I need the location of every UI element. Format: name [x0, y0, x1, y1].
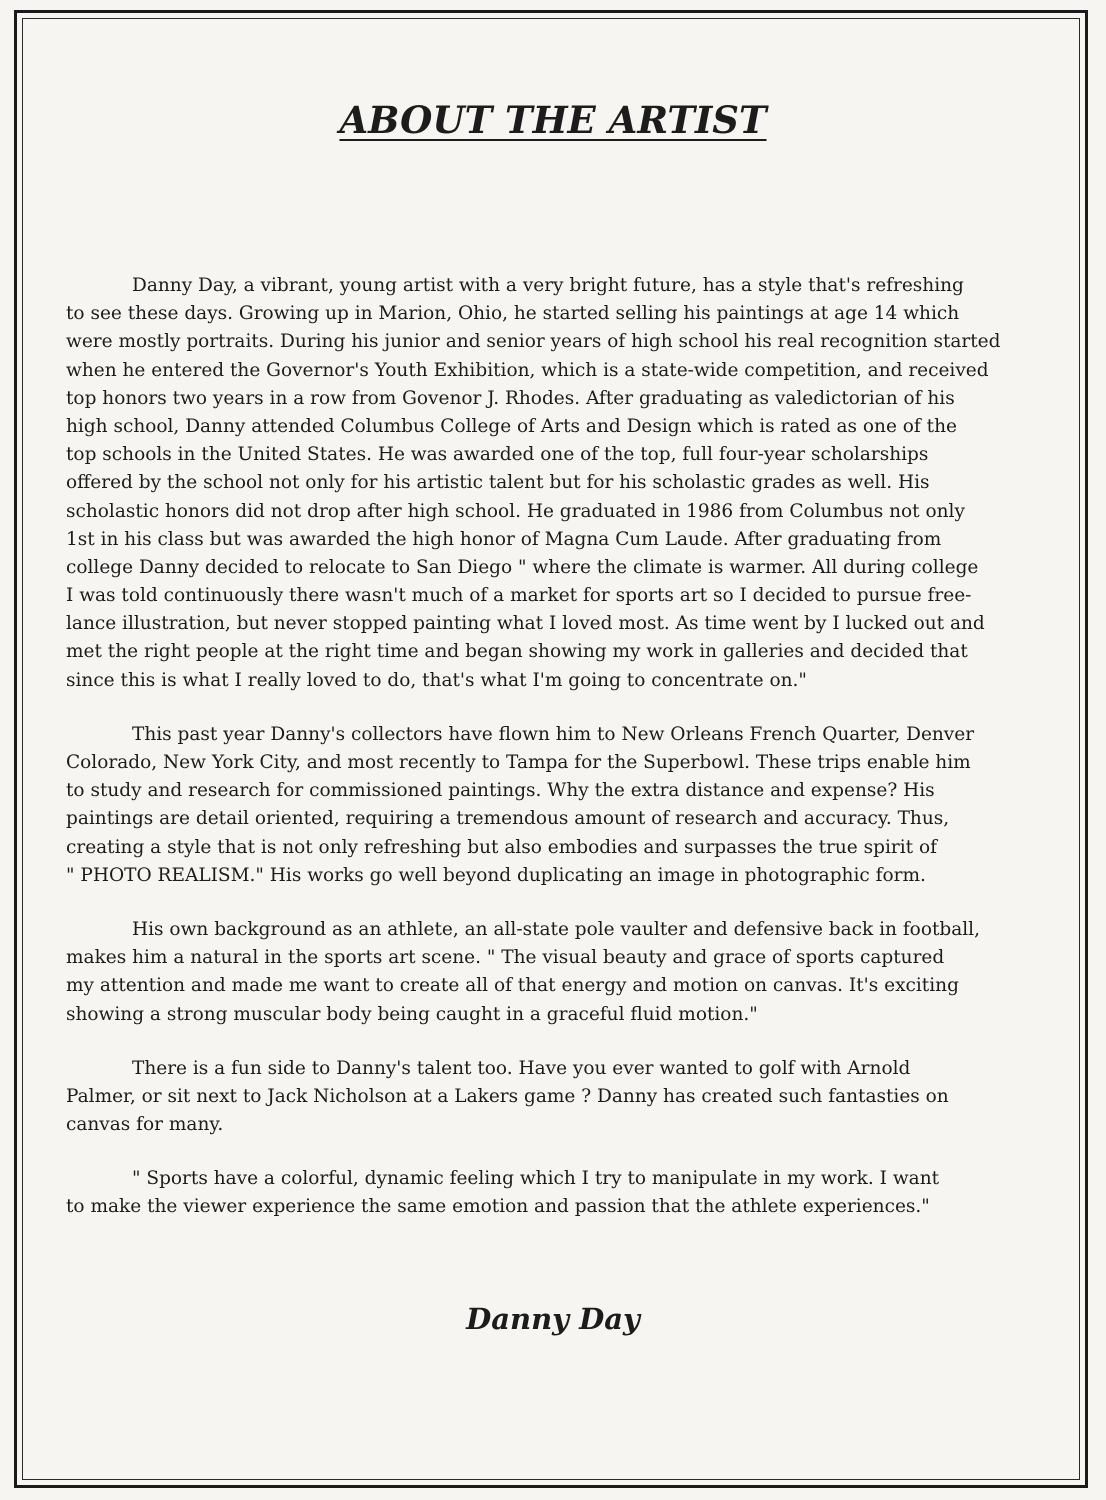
page-title: ABOUT THE ARTIST: [339, 98, 767, 142]
paragraph-line: top schools in the United States. He was awarded one of the top, full four-year scholarships: [66, 444, 929, 466]
paragraph-line: Palmer, or sit next to Jack Nicholson at a Lakers game ? Danny has created such fantasties on: [66, 1085, 949, 1107]
paragraph-gap: [66, 1139, 1044, 1165]
signature: Danny Day: [466, 1302, 640, 1336]
paragraph-line: canvas for many.: [66, 1114, 224, 1136]
paragraph: [66, 1055, 1044, 1140]
paragraph-line: my attention and made me want to create all of that energy and motion on canvas. It's exciting: [66, 975, 959, 997]
paragraph-line: showing a strong muscular body being caught in a graceful fluid motion.": [66, 1003, 758, 1025]
paragraph-line: makes him a natural in the sports art scene. " The visual beauty and grace of sports captured: [66, 947, 945, 969]
paragraph-gap: [66, 1029, 1044, 1055]
paragraph-line: offered by the school not only for his artistic talent but for his scholastic grades as well. His: [66, 472, 930, 494]
paragraph-line: college Danny decided to relocate to San Diego " where the climate is warmer. All during college: [66, 556, 979, 578]
paragraph-line: met the right people at the right time and began showing my work in galleries and decided that: [66, 641, 968, 663]
paragraph-line: high school, Danny attended Columbus College of Arts and Design which is rated as one of the: [66, 415, 957, 437]
paragraph: [66, 916, 1044, 1029]
paragraph-line: lance illustration, but never stopped painting what I loved most. As time went by I lucked out and: [66, 613, 985, 635]
paragraph-line: I was told continuously there wasn't much of a market for sports art so I decided to pursue free-: [66, 585, 972, 607]
paragraph-line: Colorado, New York City, and most recently to Tampa for the Superbowl. These trips enable him: [66, 752, 971, 773]
paragraph-line: " PHOTO REALISM." His works go well beyond duplicating an image in photographic form.: [66, 864, 926, 886]
paragraph-line: 1st in his class but was awarded the high honor of Magna Cum Laude. After graduating from: [66, 528, 942, 550]
paragraph-line: There is a fun side to Danny's talent too. Have you ever wanted to golf with Arnold: [132, 1057, 911, 1079]
paragraph-line: top honors two years in a row from Govenor J. Rhodes. After graduating as valedictorian of his: [66, 387, 955, 409]
paragraph: [66, 721, 1044, 890]
paragraph-line: " Sports have a colorful, dynamic feeling which I try to manipulate in my work. I want: [132, 1168, 940, 1190]
paragraph-gap: [66, 890, 1044, 916]
paragraph-line: scholastic honors did not drop after high school. He graduated in 1986 from Columbus not only: [66, 500, 965, 522]
paragraph-line: to see these days. Growing up in Marion, Ohio, he started selling his paintings at age 14 which: [66, 303, 960, 325]
paragraph-line: were mostly portraits. During his junior and senior years of high school his real recognition started: [66, 331, 1001, 353]
article-body: [66, 272, 1044, 1222]
paragraph-gap: [66, 695, 1044, 721]
paragraph-line: His own background as an athlete, an all-state pole vaulter and defensive back in football,: [132, 918, 980, 940]
paragraph: [66, 1165, 1044, 1221]
paragraph-line: since this is what I really loved to do, that's what I'm going to concentrate on.": [66, 669, 807, 691]
paragraph-line: Danny Day, a vibrant, young artist with a very bright future, has a style that's refreshing: [132, 275, 964, 296]
paragraph-line: This past year Danny's collectors have flown him to New Orleans French Quarter, Denver: [132, 723, 975, 745]
paragraph-line: to study and research for commissioned paintings. Why the extra distance and expense? His: [66, 780, 935, 802]
paragraph-line: paintings are detail oriented, requiring a tremendous amount of research and accuracy. Thus,: [66, 808, 950, 830]
paragraph-line: when he entered the Governor's Youth Exhibition, which is a state-wide competition, and received: [66, 359, 989, 381]
paragraph-line: creating a style that is not only refreshing but also embodies and surpasses the true spirit of: [66, 836, 937, 858]
paragraph-line: to make the viewer experience the same emotion and passion that the athlete experiences.": [66, 1196, 930, 1218]
paragraph: [66, 272, 1044, 695]
